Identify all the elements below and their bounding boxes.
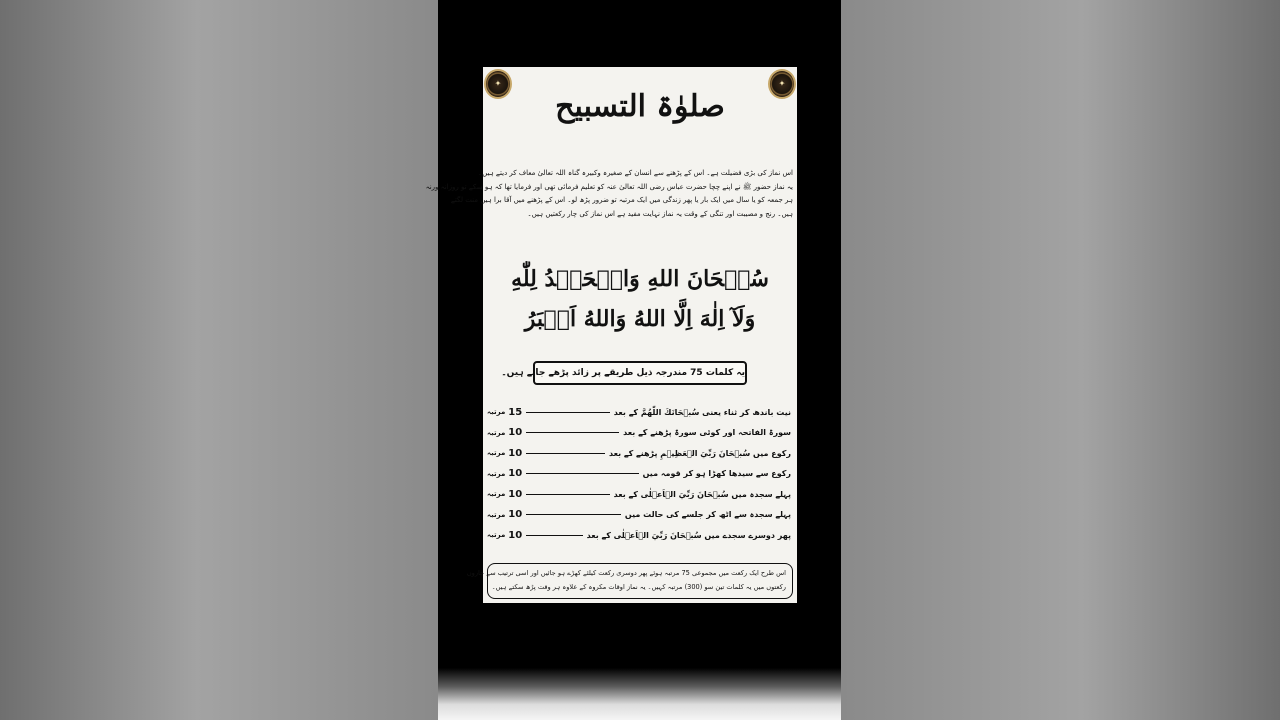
intro-line: ہیں۔ رنج و مصیبت اور تنگی کے وقت یہ نماز نہایت مفید ہے اس نماز کی چار رکعتیں ہیں۔ xyxy=(527,209,793,218)
count-description: نیت باندھ کر ثناء یعنی سُبۡحَانَكَ اللّٰهُمَّ کے بعد xyxy=(613,407,791,417)
video-frame xyxy=(425,0,841,720)
list-item xyxy=(487,464,791,485)
intro-line: یہ نماز حضور ﷺ نے اپنے چچا حضرت عباس رضی اللہ تعالیٰ عنہ کو تعلیم فرمائی تھی اور فرمایا تھا کہ ہو سکے تو روزانہ ورنہ xyxy=(425,182,793,191)
divider-line xyxy=(526,432,619,433)
count-unit: مرتبہ xyxy=(487,490,506,499)
count-unit: مرتبہ xyxy=(487,510,506,519)
count-unit: مرتبہ xyxy=(487,428,506,437)
divider-line xyxy=(526,494,609,495)
divider-line xyxy=(526,535,582,536)
list-item xyxy=(487,443,791,464)
count-number: 10 xyxy=(508,447,523,459)
tasbih-line-1: سُبۡحَانَ اللهِ وَالۡحَمۡدُ لِلّٰهِ xyxy=(511,266,769,292)
count-description: پہلے سجدہ میں سُبۡحَانَ رَبِّيَ الۡاَعۡلٰى کے بعد xyxy=(613,489,791,499)
seal-logo-right: ✦ xyxy=(768,69,796,99)
count-number: 10 xyxy=(508,509,523,521)
tasbih-text xyxy=(483,259,797,339)
count-description: پہلے سجدہ سے اٹھ کر جلسے کی حالت میں xyxy=(624,510,791,520)
count-number: 10 xyxy=(508,488,523,500)
footer-line: اس طرح ایک رکعت میں مجموعی 75 مرتبہ ہوئے پھر دوسری رکعت کیلئے کھڑے ہو جائیں اور اسی ترتیب سے چاروں xyxy=(466,569,786,577)
divider-line xyxy=(526,412,610,413)
count-number: 10 xyxy=(508,427,523,439)
blurred-background-left xyxy=(0,0,438,720)
count-description: پھر دوسرے سجدے میں سُبۡحَانَ رَبِّيَ الۡاَعۡلٰى کے بعد xyxy=(586,530,791,540)
bottom-fade xyxy=(438,668,841,720)
count-unit: مرتبہ xyxy=(487,469,506,478)
count-number: 10 xyxy=(508,529,523,541)
document-image xyxy=(425,67,797,603)
list-item xyxy=(487,484,791,505)
list-item xyxy=(487,505,791,526)
seal-logo-left: ✦ xyxy=(484,69,512,99)
divider-line xyxy=(526,514,621,515)
intro-line: ہر جمعہ کو یا سال میں ایک بار یا پھر زندگی میں ایک مرتبہ تو ضرور پڑھ لو۔ اس کے پڑھنے میں آقا برا ہیں منت لگتے xyxy=(450,196,793,205)
notice-box: یہ کلمات 75 مندرجہ ذیل طریقے پر زائد پڑھے جاتے ہیں۔ xyxy=(533,361,747,385)
count-description: رکوع سے سیدھا کھڑا ہو کر قومہ میں xyxy=(642,469,791,479)
divider-line xyxy=(526,473,638,474)
count-number: 10 xyxy=(508,468,523,480)
tasbih-line-2: وَلَآ اِلٰهَ اِلَّا اللهُ وَاللهُ اَكۡبَرُ xyxy=(524,306,756,332)
count-number: 15 xyxy=(508,406,523,418)
page-title: صلوٰۃ التسبیح xyxy=(555,89,725,124)
footer-line: رکعتوں میں یہ کلمات تین سو (300) مرتبہ کہیں۔ یہ نماز اوقات مکروہ کے علاوہ ہر وقت پڑھ سکتے ہیں۔ xyxy=(491,583,786,591)
list-item xyxy=(487,525,791,546)
list-item xyxy=(487,423,791,444)
count-unit: مرتبہ xyxy=(487,408,506,417)
count-description: سورۃ الفاتحہ اور کوئی سورۃ پڑھنے کے بعد xyxy=(623,428,791,438)
intro-line: اس نماز کی بڑی فضیلت ہے۔ اس کے پڑھنے سے انسان کے صغیرہ وکبیرہ گناہ اللہ تعالیٰ معاف کر دیتے ہیں۔ xyxy=(478,169,793,177)
count-unit: مرتبہ xyxy=(487,449,506,458)
count-list xyxy=(487,402,791,546)
count-unit: مرتبہ xyxy=(487,531,506,540)
count-description: رکوع میں سُبۡحَانَ رَبِّيَ الۡعَظِيۡمِ پڑھنے کے بعد xyxy=(608,448,791,458)
divider-line xyxy=(526,453,605,454)
blurred-background-right xyxy=(841,0,1280,720)
list-item xyxy=(487,402,791,423)
intro-paragraph xyxy=(425,167,793,221)
footer-note-box xyxy=(466,563,793,599)
